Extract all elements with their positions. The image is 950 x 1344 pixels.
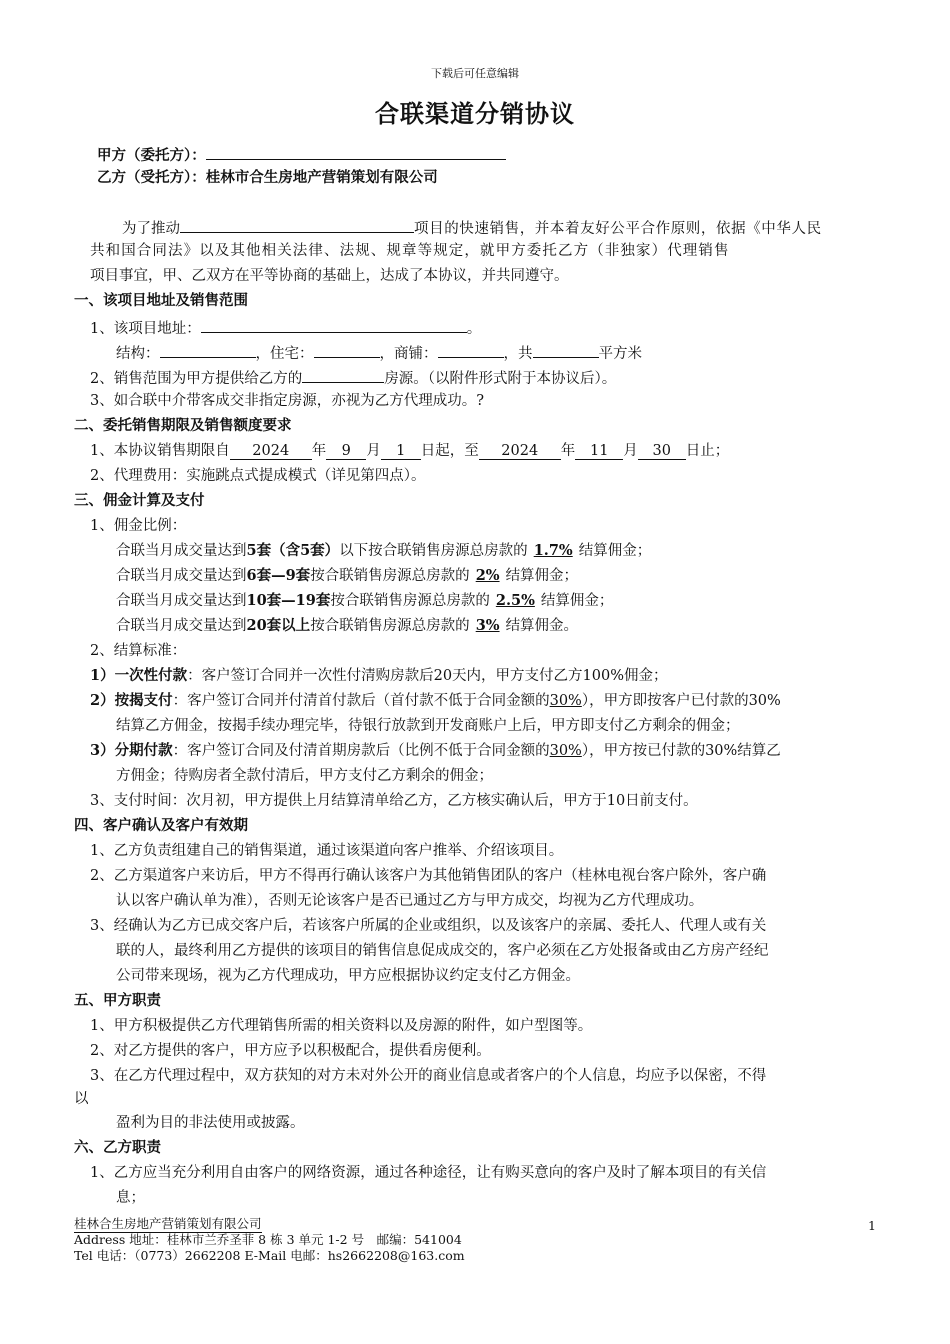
section-4-heading: 四、客户确认及客户有效期 bbox=[74, 817, 248, 834]
s1-structure-line bbox=[116, 344, 642, 362]
tier-rate: 3% bbox=[475, 617, 500, 634]
start-suffix: 日起，至 bbox=[420, 443, 479, 459]
section-1-heading: 一、该项目地址及销售范围 bbox=[74, 292, 248, 309]
residential-label: ，住宅： bbox=[255, 346, 314, 362]
tier-rate: 2.5% bbox=[495, 592, 535, 609]
payment-label: 2）按揭支付 bbox=[90, 692, 173, 709]
tier-volume: 5套（含5套） bbox=[246, 542, 340, 559]
tier-suffix: 结算佣金； bbox=[540, 593, 614, 609]
end-day[interactable]: 30 bbox=[638, 444, 686, 460]
party-a-line bbox=[97, 146, 506, 164]
page-number: 1 bbox=[868, 1218, 876, 1233]
year-label: 年 bbox=[560, 443, 576, 459]
payment-text: ），甲方即按客户已付款的30% bbox=[581, 693, 781, 709]
s1-item-2 bbox=[90, 369, 616, 387]
tier-prefix: 合联当月成交量达到 bbox=[116, 618, 247, 634]
s1-item-3: 3、如合联中介带客成交非指定房源，亦视为乙方代理成功。? bbox=[90, 393, 484, 409]
period-prefix: 1、本协议销售期限自 bbox=[90, 443, 230, 459]
footer-contact: Tel 电话：（0773）2662208 E-Mail 电邮：hs2662208@163.com bbox=[74, 1248, 465, 1263]
tier-volume: 10套—19套 bbox=[246, 592, 331, 609]
payment-label: 1）一次性付款 bbox=[90, 667, 188, 684]
commission-tier bbox=[116, 569, 578, 584]
year-label: 年 bbox=[311, 443, 327, 459]
project-name-blank[interactable] bbox=[180, 219, 414, 233]
payment-mortgage bbox=[90, 694, 781, 709]
s4-item-2-line-2: 认以客户确认单为准），否则无论该客户是否已通过乙方与甲方成交，均视为乙方代理成功。 bbox=[116, 893, 704, 909]
shop-blank[interactable] bbox=[438, 344, 504, 358]
payment-text: ），甲方按已付款的30%结算乙 bbox=[581, 743, 781, 759]
s4-item-3-line-3: 公司带来现场，视为乙方代理成功，甲方应根据协议约定支付乙方佣金。 bbox=[116, 968, 580, 984]
residential-blank[interactable] bbox=[314, 344, 380, 358]
footer-address: Address 地址：桂林市兰乔圣菲 8 栋 3 单元 1-2 号 邮编：541004 bbox=[74, 1232, 462, 1247]
party-b-label: 乙方（受托方）： bbox=[97, 169, 206, 186]
s2-item-1 bbox=[90, 444, 729, 460]
payment-installment bbox=[90, 744, 781, 759]
tier-middle: 按合联销售房源总房款的 bbox=[310, 618, 470, 634]
total-label: ，共 bbox=[503, 346, 533, 362]
tier-rate: 2% bbox=[475, 567, 500, 584]
party-b-name: 桂林市合生房地产营销策划有限公司 bbox=[205, 169, 438, 186]
payment-mortgage-cont: 结算乙方佣金，按揭手续办理完毕，待银行放款到开发商账户上后，甲方即支付乙方剩余的佣金； bbox=[116, 718, 740, 734]
header-note: 下载后可任意编辑 bbox=[431, 67, 519, 80]
s3-item-3: 3、支付时间：次月初，甲方提供上月结算清单给乙方，乙方核实确认后，甲方于10日前支付。 bbox=[90, 793, 698, 809]
tier-rate: 1.7% bbox=[533, 542, 573, 559]
tier-suffix: 结算佣金； bbox=[505, 568, 579, 584]
tier-prefix: 合联当月成交量达到 bbox=[116, 593, 247, 609]
intro-text: 为了推动 bbox=[122, 221, 180, 237]
tier-prefix: 合联当月成交量达到 bbox=[116, 568, 247, 584]
s1-item-2-text: 房源。（以附件形式附于本协议后）。 bbox=[384, 371, 617, 387]
payment-lump-sum bbox=[90, 669, 668, 684]
structure-blank[interactable] bbox=[160, 344, 256, 358]
s5-item-3-line-2: 以 bbox=[74, 1091, 89, 1107]
section-3-heading: 三、佣金计算及支付 bbox=[74, 492, 205, 509]
tier-volume: 20套以上 bbox=[246, 617, 311, 634]
s1-item-1 bbox=[90, 319, 481, 337]
commission-tier bbox=[116, 594, 613, 609]
unit-label: 平方米 bbox=[598, 346, 642, 362]
section-2-heading: 二、委托销售期限及销售额度要求 bbox=[74, 417, 292, 434]
tier-prefix: 合联当月成交量达到 bbox=[116, 543, 247, 559]
intro-line-1 bbox=[122, 219, 822, 237]
project-address-blank[interactable] bbox=[201, 319, 467, 333]
installment-pct: 30% bbox=[549, 743, 582, 759]
party-a-name-blank[interactable] bbox=[206, 146, 506, 160]
payment-text: ：客户签订合同并一次性付清购房款后20天内，甲方支付乙方100%佣金； bbox=[187, 668, 668, 684]
s2-item-2: 2、代理费用：实施跳点式提成模式（详见第四点）。 bbox=[90, 468, 426, 484]
tier-volume: 6套—9套 bbox=[246, 567, 311, 584]
tier-middle: 按合联销售房源总房款的 bbox=[330, 593, 490, 609]
section-6-heading: 六、乙方职责 bbox=[74, 1139, 161, 1156]
tier-suffix: 结算佣金。 bbox=[505, 618, 579, 634]
s5-item-3-line-3: 盈利为目的非法使用或披露。 bbox=[116, 1115, 305, 1131]
tier-middle: 以下按合联销售房源总房款的 bbox=[339, 543, 528, 559]
commission-tier bbox=[116, 544, 651, 559]
s4-item-3-line-2: 联的人，最终利用乙方提供的该项目的销售信息促成成交的，客户必须在乙方处报备或由乙方房产经纪 bbox=[116, 943, 769, 959]
tier-suffix: 结算佣金； bbox=[578, 543, 652, 559]
party-a-label: 甲方（委托方）： bbox=[97, 147, 206, 164]
start-month[interactable]: 9 bbox=[326, 444, 366, 460]
s1-item-1-label: 1、该项目地址： bbox=[90, 321, 201, 337]
section-5-heading: 五、甲方职责 bbox=[74, 992, 161, 1009]
month-label: 月 bbox=[366, 443, 381, 459]
s5-item-2: 2、对乙方提供的客户，甲方应予以积极配合，提供看房便利。 bbox=[90, 1043, 491, 1059]
total-blank[interactable] bbox=[533, 344, 599, 358]
s4-item-2-line-1: 2、乙方渠道客户来访后，甲方不得再行确认该客户为其他销售团队的客户（桂林电视台客户除外，客户确 bbox=[90, 868, 767, 884]
s3-item-1: 1、佣金比例： bbox=[90, 518, 187, 534]
structure-label: 结构： bbox=[116, 346, 160, 362]
payment-label: 3）分期付款 bbox=[90, 742, 173, 759]
intro-line-2: 共和国合同法》以及其他相关法律、法规、规章等规定，就甲方委托乙方（非独家）代理销售 bbox=[90, 243, 730, 259]
down-payment-pct: 30% bbox=[549, 693, 582, 709]
shop-label: ，商铺： bbox=[379, 346, 438, 362]
s6-item-1-line-2: 息； bbox=[116, 1190, 145, 1206]
intro-line-3: 项目事宜，甲、乙双方在平等协商的基础上，达成了本协议，并共同遵守。 bbox=[90, 268, 569, 284]
s4-item-1: 1、乙方负责组建自己的销售渠道，通过该渠道向客户推举、介绍该项目。 bbox=[90, 843, 564, 859]
s3-item-2: 2、结算标准： bbox=[90, 643, 187, 659]
end-month[interactable]: 11 bbox=[575, 444, 623, 460]
footer-company: 桂林合生房地产营销策划有限公司 bbox=[74, 1216, 262, 1231]
s4-item-3-line-1: 3、经确认为乙方已成交客户后，若该客户所属的企业或组织，以及该客户的亲属、委托人、代理人或有关 bbox=[90, 918, 767, 934]
start-year[interactable]: 2024 bbox=[230, 444, 312, 460]
payment-text: ：客户签订合同及付清首期房款后（比例不低于合同金额的 bbox=[172, 743, 550, 759]
payment-installment-cont: 方佣金；待购房者全款付清后，甲方支付乙方剩余的佣金； bbox=[116, 768, 493, 784]
party-b-line bbox=[97, 171, 438, 186]
tier-middle: 按合联销售房源总房款的 bbox=[310, 568, 470, 584]
end-year[interactable]: 2024 bbox=[479, 444, 561, 460]
s6-item-1-line-1: 1、乙方应当充分利用自由客户的网络资源，通过各种途径，让有购买意向的客户及时了解本项目的有关信 bbox=[90, 1165, 767, 1181]
start-day[interactable]: 1 bbox=[381, 444, 421, 460]
end-suffix: 日止； bbox=[685, 443, 730, 459]
s1-item-1-end: 。 bbox=[466, 321, 482, 337]
payment-text: ：客户签订合同并付清首付款后（首付款不低于合同金额的 bbox=[172, 693, 550, 709]
s1-item-2-text: 2、销售范围为甲方提供给乙方的 bbox=[90, 371, 303, 387]
intro-text: 项目的快速销售，并本着友好公平合作原则，依据《中华人民 bbox=[414, 221, 822, 237]
s5-item-3-line-1: 3、在乙方代理过程中，双方获知的对方未对外公开的商业信息或者客户的个人信息，均应予以保密，不得 bbox=[90, 1068, 767, 1084]
month-label: 月 bbox=[623, 443, 638, 459]
sales-range-blank[interactable] bbox=[302, 369, 384, 383]
commission-tier bbox=[116, 619, 578, 634]
s5-item-1: 1、甲方积极提供乙方代理销售所需的相关资料以及房源的附件，如户型图等。 bbox=[90, 1018, 593, 1034]
document-title: 合联渠道分销协议 bbox=[375, 99, 575, 128]
